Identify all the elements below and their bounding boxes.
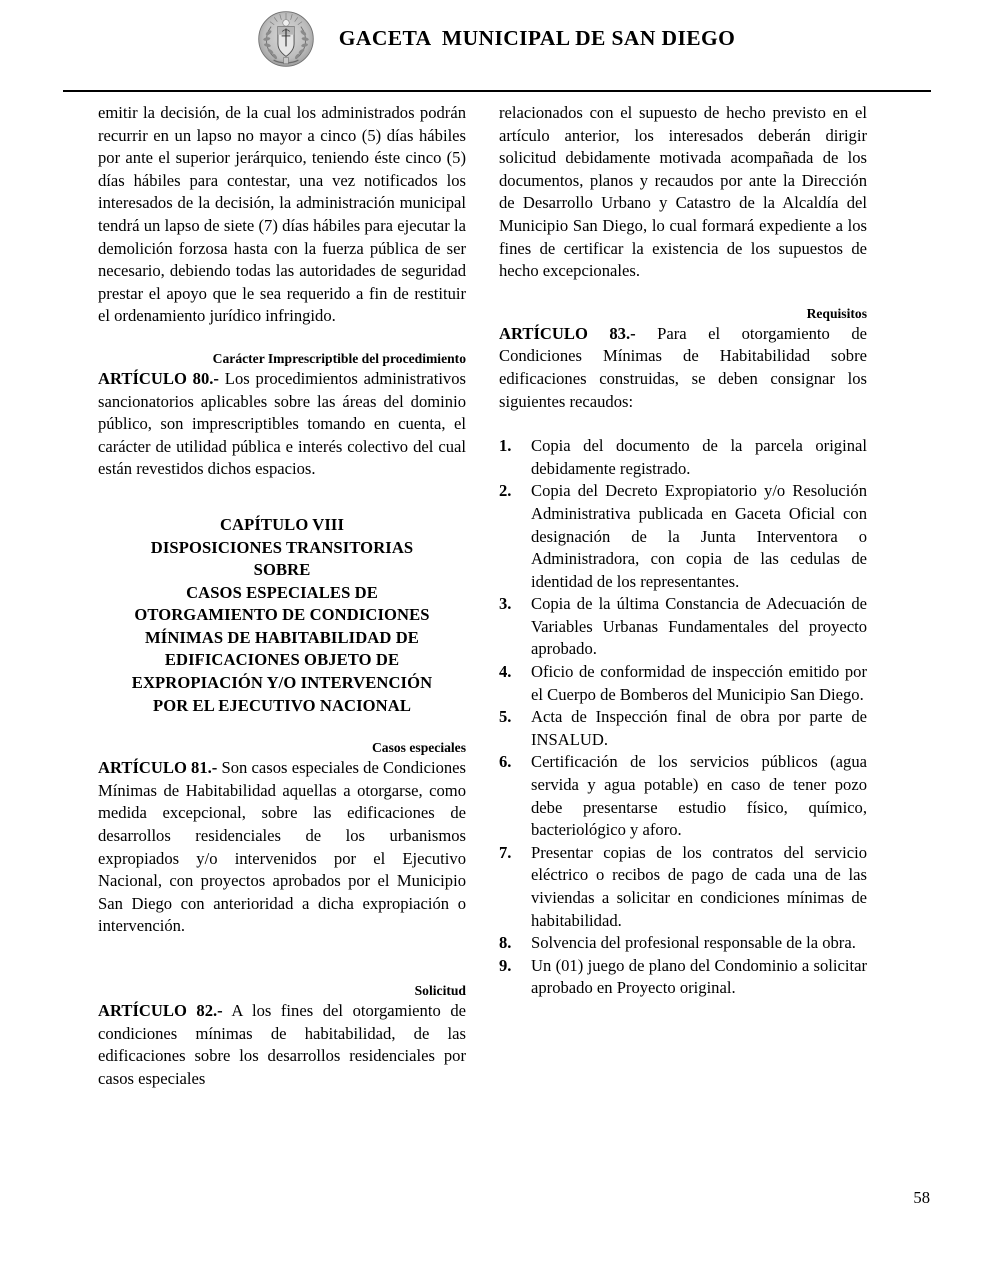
list-item [499,661,867,706]
list-item-text: Copia del Decreto Expropiatorio y/o Resolución Administrativa publicada en Gaceta Oficial con designación de la Junta Interventora o Administradora, con copia de las cedulas de identidad de los representantes. [531,481,867,591]
article-80-paragraph [98,368,466,481]
requirements-list [499,435,867,1000]
list-item-number: 1. [499,436,512,456]
list-item [499,706,867,751]
article-83-paragraph [499,323,867,413]
chapter-line: SOBRE [253,560,311,580]
masthead-title: GACETA MUNICIPAL DE SAN DIEGO [338,26,736,51]
list-item [499,593,867,661]
article-80-text: Los procedimientos administrativos sancionatorios aplicables sobre las áreas del dominio público, son imprescriptibles tomando en cuenta, el carácter de utilidad pública e interés colectivo del cual están revestidos dichos espacios. [98,368,466,479]
header-divider [63,90,931,92]
chapter-heading [98,514,466,717]
article-83-number: ARTÍCULO 83.- [499,323,636,343]
list-item [499,435,867,480]
chapter-line: EXPROPIACIÓN Y/O INTERVENCIÓN [131,673,433,693]
list-item-number: 9. [499,955,512,975]
chapter-line: DISPOSICIONES TRANSITORIAS [150,537,414,557]
chapter-line: OTORGAMIENTO DE CONDICIONES [134,605,430,625]
coat-of-arms-icon [255,8,317,70]
list-item-text: Copia de la última Constancia de Adecuación de Variables Urbanas Fundamentales del proyecto aprobado. [531,594,867,659]
article-81-side-heading: Casos especiales [371,740,466,756]
list-item-number: 4. [499,662,512,682]
article-83-text: Para el otorgamiento de Condiciones Mínimas de Habitabilidad sobre edificaciones construidas, se deben consignar los siguientes recaudos: [499,323,867,411]
article-83-side-heading: Requisitos [806,305,867,321]
list-item-number: 8. [499,933,512,953]
chapter-line: EDIFICACIONES OBJETO DE [164,650,400,670]
list-item-text: Presentar copias de los contratos del servicio eléctrico o recibos de pago de cada una de las viviendas a solicitar en condiciones mínimas de habitabilidad. [531,842,867,930]
article-80-number: ARTÍCULO 80.- [98,368,219,388]
page-header [0,0,990,68]
article-81-text: Son casos especiales de Condiciones Mínimas de Habitabilidad aquellas a otorgarse, como medida excepcional, sobre las edificaciones de desarrollos residenciales de los urbanismos expropiados y/o intervenidos por el Ejecutivo Nacional, con proyectos aprobados por el Municipio San Diego con anterioridad a dicha expropiación o intervención. [98,758,466,936]
paragraph-continued: emitir la decisión, de la cual los administrados podrán recurrir en un lapso no mayor a cinco (5) días hábiles por ante el superior jerárquico, teniendo éste cinco (5) días hábiles para contestar, una vez notificados los interesados de la decisión, la administración municipal tendrá un lapso de siete (7) días hábiles para ejecutar la demolición forzosa hasta con la fuerza pública de ser necesario, debiendo todas las autoridades de seguridad prestar el apoyo que le sea requerido a fin de restituir el ordenamiento jurídico infringido. [98,103,466,326]
list-item [499,751,867,841]
list-item-text: Acta de Inspección final de obra por parte de INSALUD. [531,707,867,749]
article-82-number: ARTÍCULO 82.- [98,1001,223,1020]
list-item-text: Certificación de los servicios públicos (agua servida y agua potable) en caso de tener pozo debe presentarse estudio físico, químico, bacteriológico y aforo. [531,752,867,840]
page-number: 58 [913,1188,930,1207]
list-item [499,932,867,955]
chapter-line: CAPÍTULO VIII [219,514,345,534]
list-item-text: Un (01) juego de plano del Condominio a solicitar aprobado en Proyecto original. [531,955,867,998]
article-81-number: ARTÍCULO 81.- [98,758,218,778]
article-82-paragraph [98,1000,466,1090]
article-82-side-heading: Solicitud [414,983,466,998]
chapter-line: MÍNIMAS DE HABITABILIDAD DE [145,627,419,647]
article-82-continued-paragraph: relacionados con el supuesto de hecho previsto en el artículo anterior, los interesados deberán dirigir solicitud debidamente motivada acompañada de los documentos, planos y recaudos por ante la Dirección de Desarrollo Urbano y Catastro de la Alcaldía del Municipio San Diego, lo cual formará expediente a los fines de certificar la existencia de los supuestos de hecho excepcionales. [499,103,867,281]
list-item-number: 2. [499,481,512,501]
list-item-number: 5. [499,707,512,727]
list-item-text: Solvencia del profesional responsable de la obra. [531,933,856,953]
list-item-text: Copia del documento de la parcela original debidamente registrado. [531,436,867,478]
list-item-number: 6. [499,752,512,772]
article-80-side-heading: Carácter Imprescriptible del procedimiento [212,350,466,366]
list-item-number: 3. [499,594,512,614]
article-81-paragraph [98,757,466,938]
right-column [499,102,867,1000]
list-item [499,480,867,593]
list-item-number: 7. [499,842,512,862]
chapter-line: POR EL EJECUTIVO NACIONAL [152,695,412,715]
list-item-text: Oficio de conformidad de inspección emitido por el Cuerpo de Bomberos del Municipio San Diego. [531,662,867,704]
left-column [98,102,466,1090]
chapter-line: CASOS ESPECIALES DE [186,582,378,602]
article-82-text: A los fines del otorgamiento de condiciones mínimas de habitabilidad, de las edificaciones sobre los desarrollos residenciales por casos especiales [98,1001,466,1088]
list-item [499,842,867,932]
list-item [499,955,867,1000]
